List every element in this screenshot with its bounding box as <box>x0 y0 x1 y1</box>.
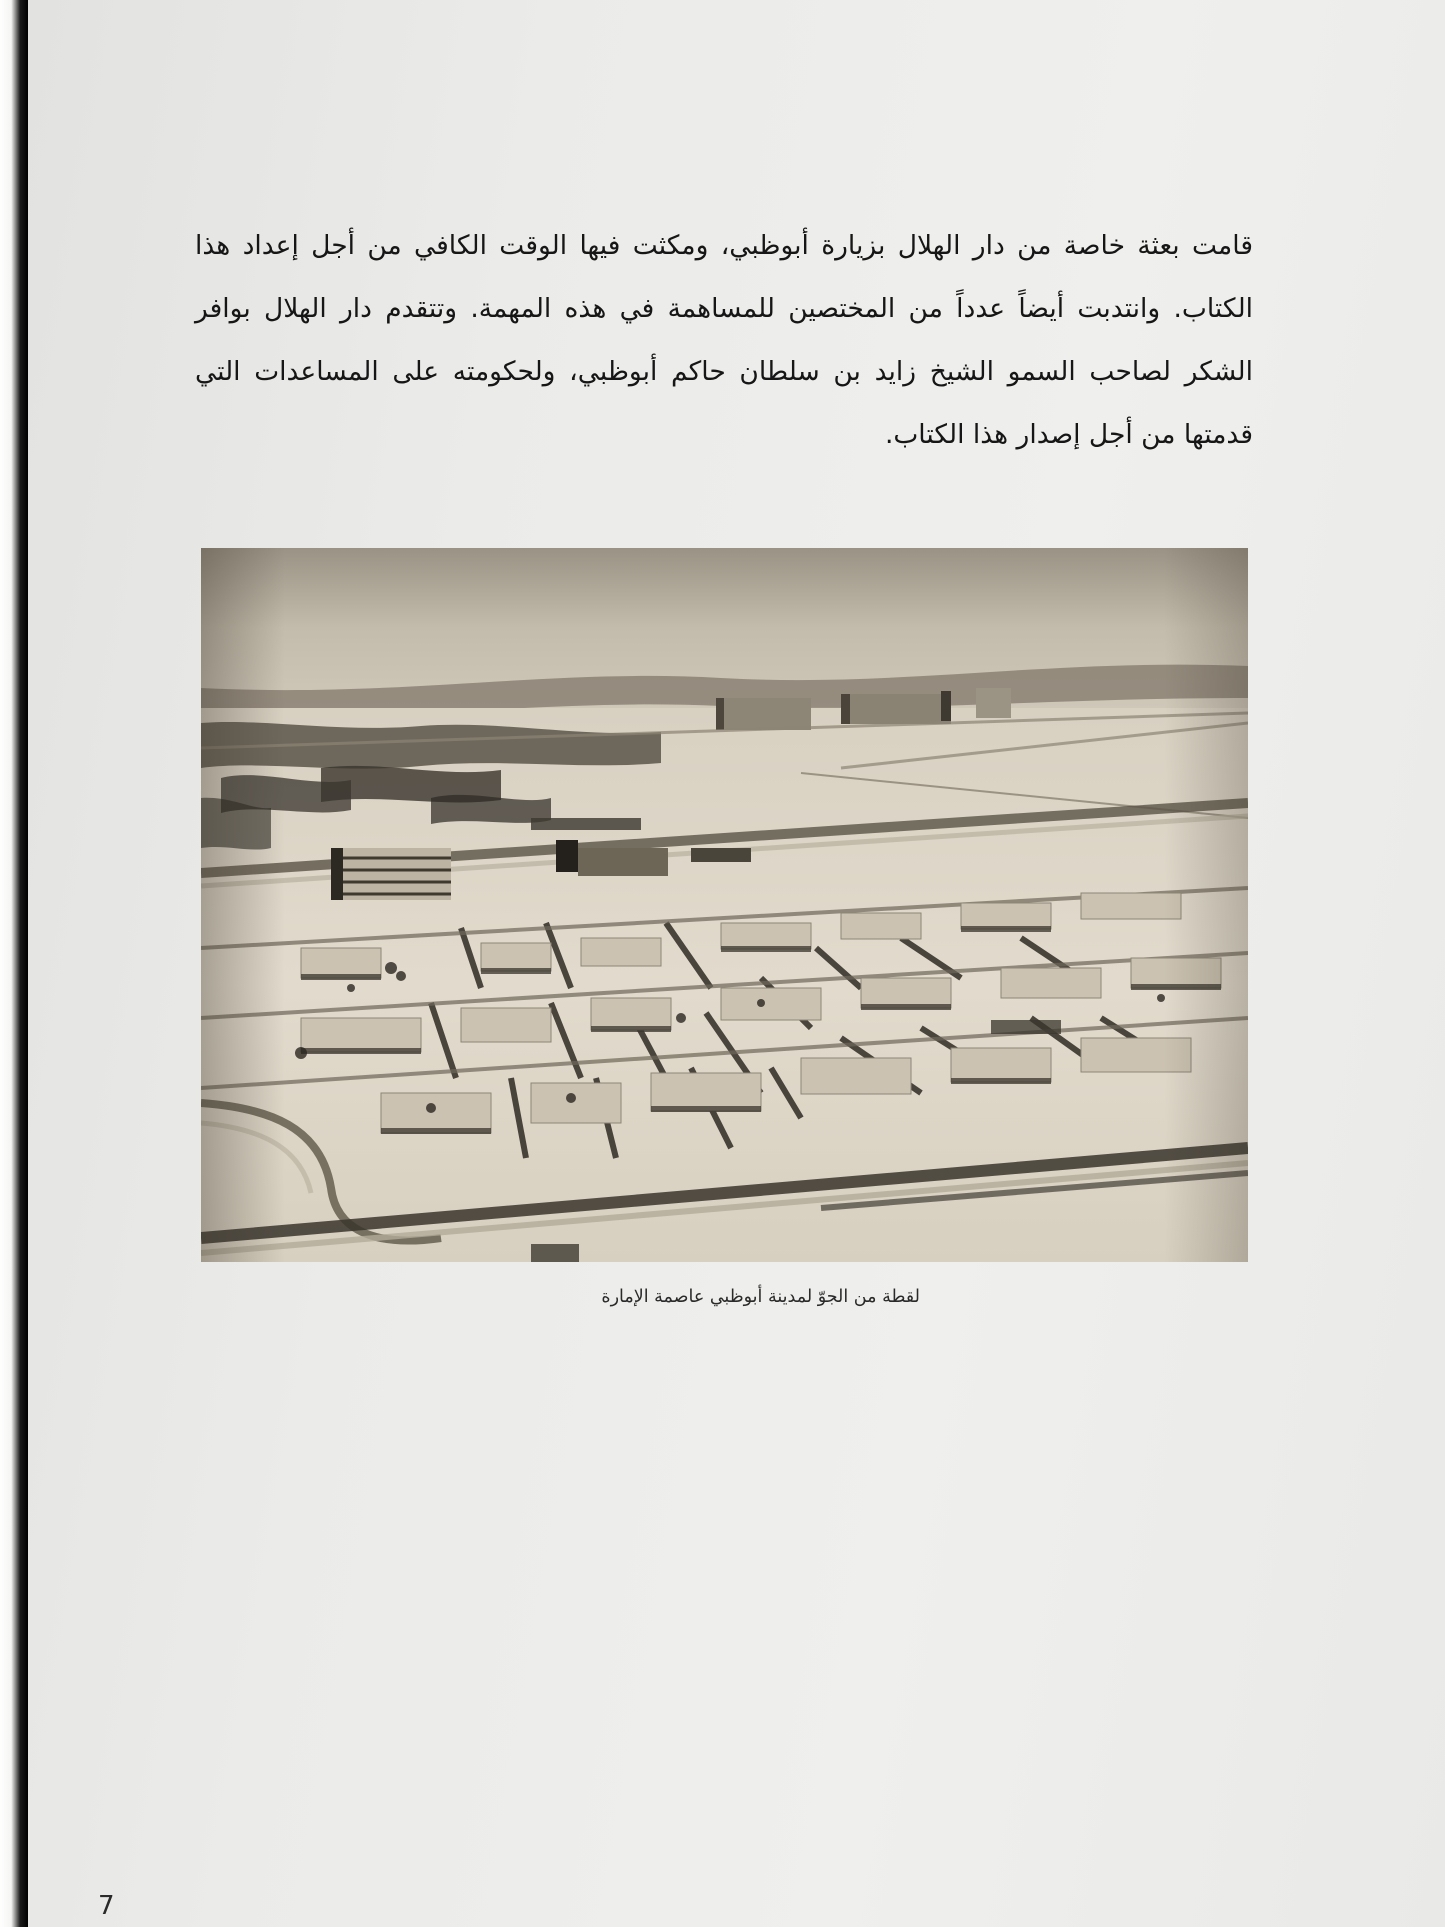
page-number: 7 <box>98 1891 115 1921</box>
body-paragraph: قامت بعثة خاصة من دار الهلال بزيارة أبوظبي، ومكثت فيها الوقت الكافي من أجل إعداد هذا الكتاب. وانتدبت أيضاً عدداً من المختصين للمساهمة في هذه المهمة. وتتقدم دار الهلال بوافر الشكر لصاحب السمو الشيخ زايد بن سلطان حاكم أبوظبي، ولحكومته على المساعدات التي قدمتها من أجل إصدار هذا الكتاب. <box>195 230 1253 450</box>
aerial-photo-illustration <box>201 548 1248 1262</box>
aerial-photo <box>201 548 1248 1262</box>
page-binding-edge <box>0 0 28 1927</box>
photo-caption: لقطة من الجوّ لمدينة أبوظبي عاصمة الإمارة <box>601 1287 920 1307</box>
